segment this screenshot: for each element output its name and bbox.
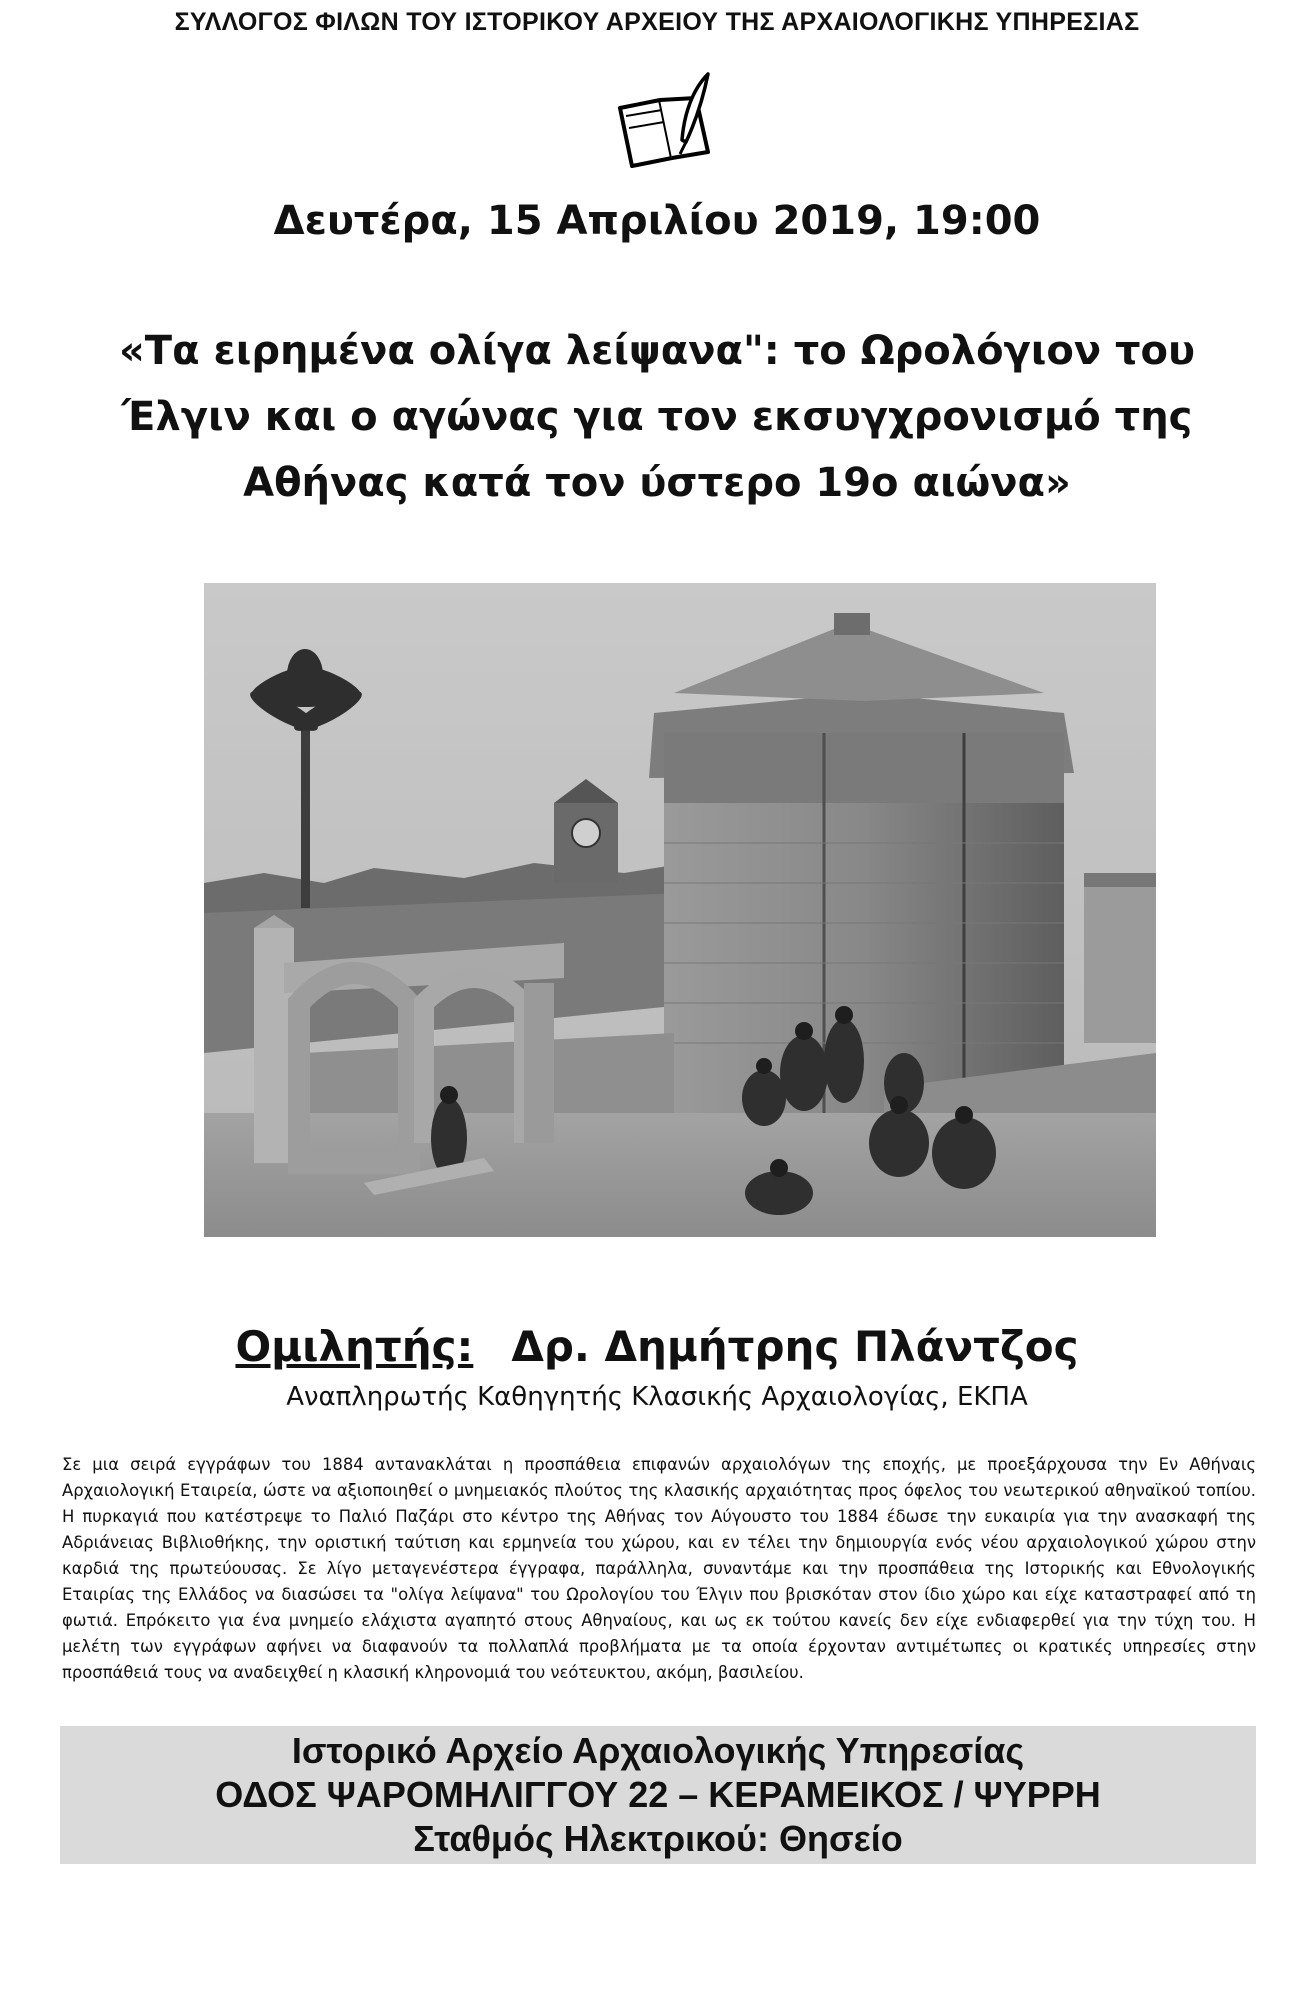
venue-box [60, 1726, 1256, 1864]
historical-photograph [204, 583, 1156, 1237]
abstract-text: Σε μια σειρά εγγράφων του 1884 αντανακλάται η προσπάθεια επιφανών αρχαιολόγων της εποχής, με προεξάρχουσα την Εν Αθήναις Αρχαιολογική Εταιρεία, ώστε να αξιοποιηθεί ο μνημειακός πλούτος της κλασικής αρχαιότητας προς όφελος του νεωτερικού αθηναϊκού τοπίου. Η πυρκαγιά που κατέστρεψε το Παλιό Παζάρι στο κέντρο της Αθήνας τον Αύγουστο του 1884 έδωσε την ευκαιρία για την ανασκαφή της Αδριάνειας Βιβλιοθήκης, την οριστική ταύτιση και ερμηνεία του χώρου, και εν τέλει την δημιουργία ενός νέου αρχαιολογικού χώρου στην καρδιά της πρωτεύουσας. Σε λίγο μεταγενέστερα έγγραφα, παράλληλα, συναντάμε και την προσπάθεια της Ιστορικής και Εθνολογικής Εταιρίας της Ελλάδος να διασώσει τα "ολίγα λείψανα" του Ωρολογίου του Έλγιν που βρισκόταν στον ίδιο χώρο και είχε καταστραφεί από τη φωτιά. Επρόκειτο για ένα μνημείο ελάχιστα αγαπητό στους Αθηναίους, και ως εκ τούτου κανείς δεν είχε ενδιαφερθεί για την τύχη του. Η μελέτη των εγγράφων αφήνει να διαφανούν τα πολλαπλά προβλήματα με τα οποία έρχονταν αντιμέτωπες οι κρατικές υπηρεσίες στην προσπάθειά τους να αναδειχθεί η κλασική κληρονομιά του νεότευκτου, ακόμη, βασιλείου. [62, 1455, 1256, 1682]
venue-address: ΟΔΟΣ ΨΑΡΟΜΗΛΙΓΓΟΥ 22 – ΚΕΡΑΜΕΙΚΟΣ / ΨΥΡΡΗ [215, 1774, 1101, 1815]
event-date: Δευτέρα, 15 Απριλίου 2019, 19:00 [273, 198, 1041, 244]
speaker-role: Αναπληρωτής Καθηγητής Κλασικής Αρχαιολογίας, ΕΚΠΑ [286, 1382, 1028, 1412]
speaker-label: Ομιλητής: [235, 1322, 474, 1371]
book-quill-icon [612, 70, 722, 170]
speaker-name: Δρ. Δημήτρης Πλάντζος [511, 1322, 1079, 1371]
talk-title-line: «Τα ειρημένα ολίγα λείψανα": το Ωρολόγιον του [118, 328, 1196, 374]
speaker-line [0, 1322, 1314, 1371]
talk-title-line: Αθήνας κατά τον ύστερο 19ο αιώνα» [243, 460, 1071, 506]
venue-name: Ιστορικό Αρχείο Αρχαιολογικής Υπηρεσίας [291, 1730, 1025, 1771]
talk-title [70, 318, 1244, 516]
talk-title-line: Έλγιν και ο αγώνας για τον εκσυγχρονισμό της [121, 394, 1193, 440]
venue-station: Σταθμός Ηλεκτρικού: Θησείο [413, 1818, 903, 1859]
organization-title: ΣΥΛΛΟΓΟΣ ΦΙΛΩΝ ΤΟΥ ΙΣΤΟΡΙΚΟΥ ΑΡΧΕΙΟΥ ΤΗΣ ΑΡΧΑΙΟΛΟΓΙΚΗΣ ΥΠΗΡΕΣΙΑΣ [174, 8, 1140, 36]
